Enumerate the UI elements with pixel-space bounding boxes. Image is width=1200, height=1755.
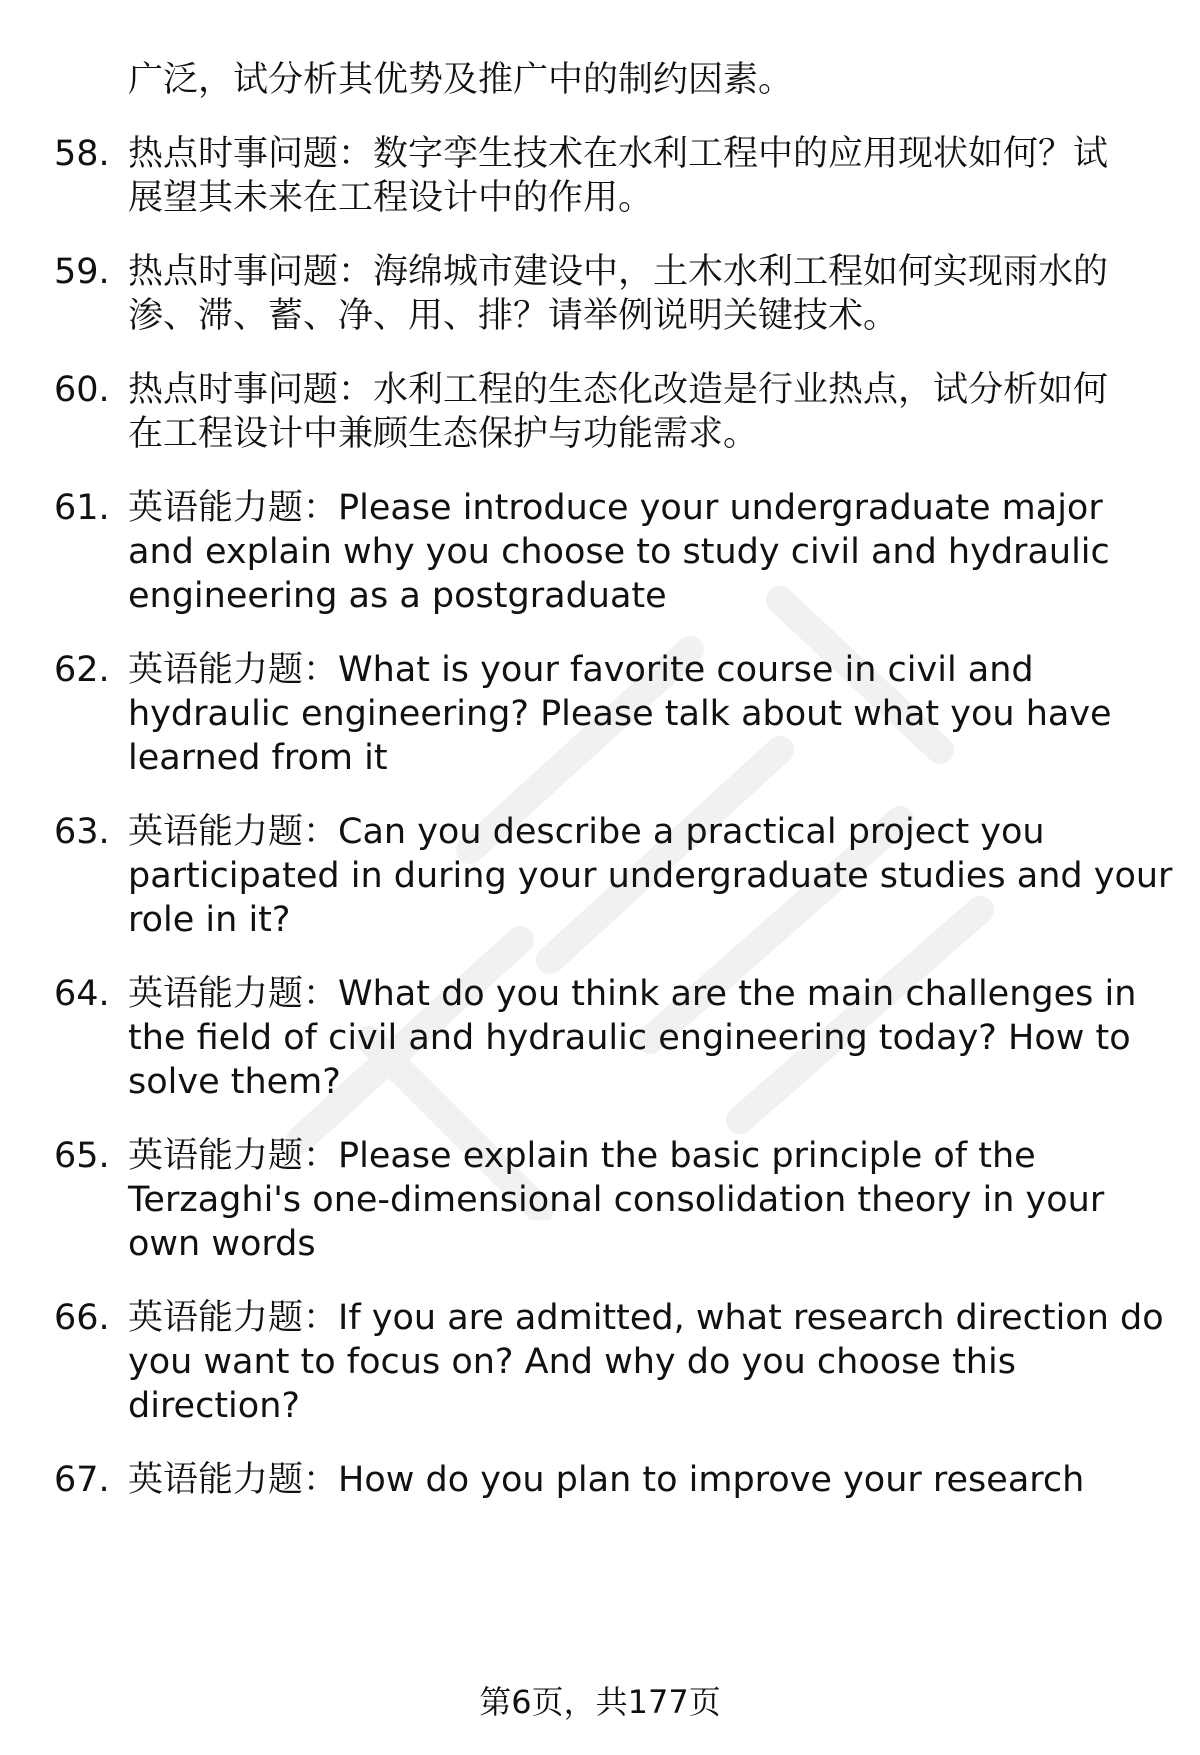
question-text-line: 英语能力题：What is your favorite course in civil and bbox=[128, 650, 1034, 690]
question-text-line: 渗、滞、蓄、净、用、排？请举例说明关键技术。 bbox=[128, 296, 899, 336]
question-text-line: hydraulic engineering? Please talk about what you have bbox=[128, 694, 1112, 734]
question-text-line: 英语能力题：What do you think are the main challenges in bbox=[128, 974, 1137, 1014]
question-text-line: 英语能力题：How do you plan to improve your research bbox=[128, 1460, 1085, 1500]
question-text-line: 英语能力题：Please explain the basic principle of the bbox=[128, 1136, 1036, 1176]
question-text-line: 展望其未来在工程设计中的作用。 bbox=[128, 178, 654, 218]
question-text-line: direction? bbox=[128, 1386, 300, 1426]
question-number: 65. bbox=[54, 1136, 110, 1176]
question-text-line: 热点时事问题：水利工程的生态化改造是行业热点，试分析如何 bbox=[128, 370, 1109, 410]
question-text-line: solve them? bbox=[128, 1062, 341, 1102]
question-number: 62. bbox=[54, 650, 110, 690]
question-text-line: 在工程设计中兼顾生态保护与功能需求。 bbox=[128, 414, 759, 454]
question-text-line: learned from it bbox=[128, 738, 388, 778]
question-number: 63. bbox=[54, 812, 110, 852]
question-text-line: and explain why you choose to study civil and hydraulic bbox=[128, 532, 1110, 572]
question-number: 61. bbox=[54, 488, 110, 528]
question-number: 60. bbox=[54, 370, 110, 410]
continued-question-text: 广泛，试分析其优势及推广中的制约因素。 bbox=[128, 60, 794, 100]
question-number: 58. bbox=[54, 134, 110, 174]
question-text-line: 热点时事问题：海绵城市建设中，土木水利工程如何实现雨水的 bbox=[128, 252, 1109, 292]
page-number-footer: 第6页，共177页 bbox=[479, 1683, 721, 1721]
question-text-line: 英语能力题：If you are admitted, what research direction do bbox=[128, 1298, 1164, 1338]
question-text-line: role in it? bbox=[128, 900, 291, 940]
question-number: 59. bbox=[54, 252, 110, 292]
question-text-line: the field of civil and hydraulic engineering today? How to bbox=[128, 1018, 1131, 1058]
question-number: 64. bbox=[54, 974, 110, 1014]
question-text-line: Terzaghi's one-dimensional consolidation theory in your bbox=[128, 1180, 1105, 1220]
question-number: 66. bbox=[54, 1298, 110, 1338]
question-number: 67. bbox=[54, 1460, 110, 1500]
question-text-line: own words bbox=[128, 1224, 316, 1264]
question-text-line: 英语能力题：Please introduce your undergraduate major bbox=[128, 488, 1103, 528]
question-text-line: 热点时事问题：数字孪生技术在水利工程中的应用现状如何？试 bbox=[128, 134, 1109, 174]
question-text-line: you want to focus on? And why do you choose this bbox=[128, 1342, 1016, 1382]
question-text-line: 英语能力题：Can you describe a practical project you bbox=[128, 812, 1045, 852]
question-text-line: engineering as a postgraduate bbox=[128, 576, 667, 616]
question-text-line: participated in during your undergraduate studies and your bbox=[128, 856, 1173, 896]
